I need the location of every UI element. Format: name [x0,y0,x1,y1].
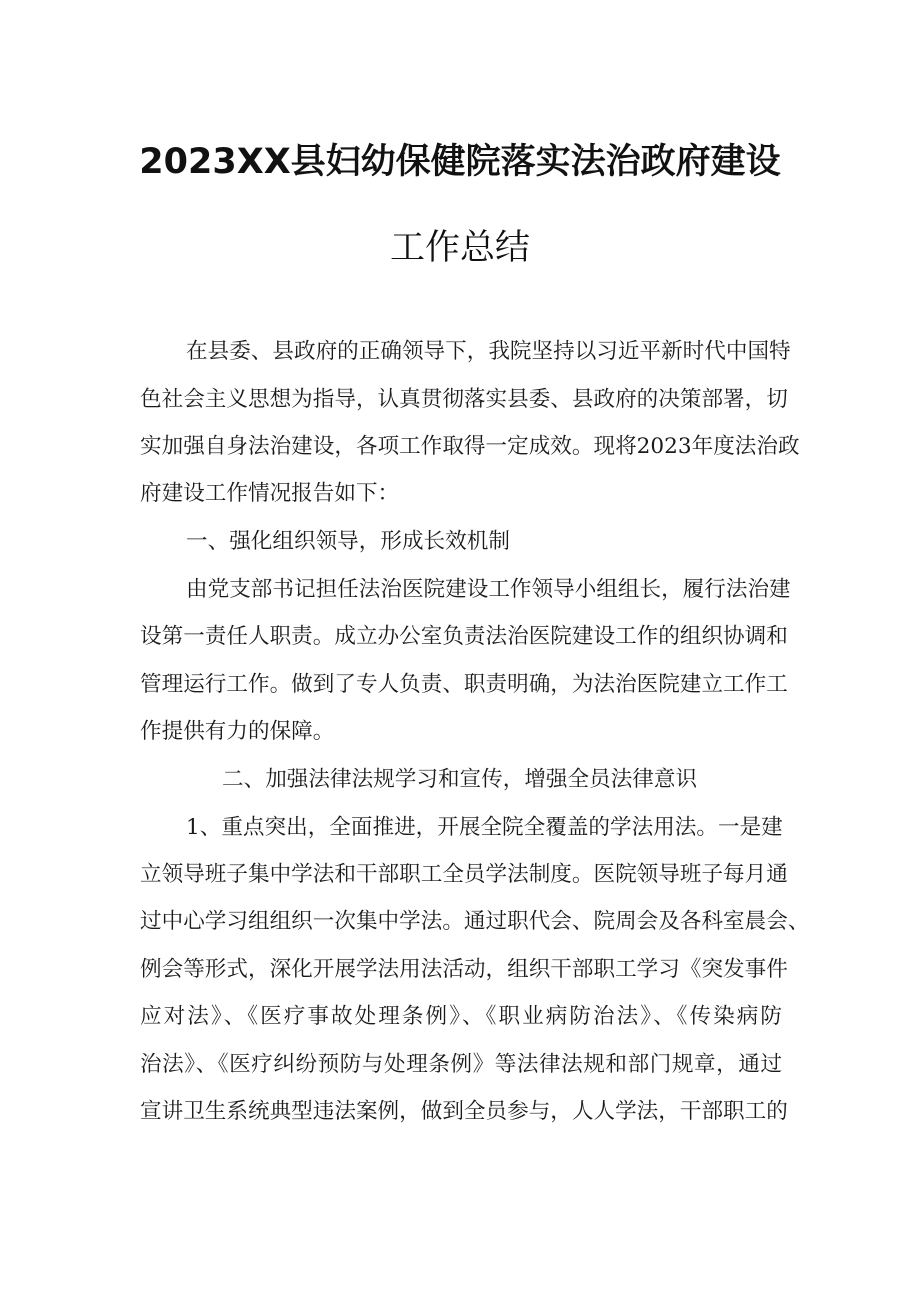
paragraph-2-line: 由党支部书记担任法治医院建设工作领导小组组长，履行法治建 [186,577,791,602]
paragraph-1-line: 府建设工作情况报告如下： [140,481,400,506]
paragraph-3-line: 治法》、《医疗纠纷预防与处理条例》等法律法规和部门规章，通过 [140,1052,782,1077]
paragraph-3-line: 宣讲卫生系统典型违法案例，做到全员参与，人人学法，干部职工的 [140,1099,788,1124]
paragraph-2-line: 管理运行工作。做到了专人负责、职责明确，为法治医院建立工作工 [140,672,788,697]
paragraph-3-line: 1、重点突出，全面推进，开展全院全覆盖的学法用法。一是建 [186,815,783,840]
paragraph-3-line: 立领导班子集中学法和干部职工全员学法制度。医院领导班子每月通 [140,862,788,887]
document-title-line-1: 2023XX县妇幼保健院落实法治政府建设 [139,142,781,182]
paragraph-2-line: 设第一责任人职责。成立办公室负责法治医院建设工作的组织协调和 [140,624,788,649]
paragraph-3-line: 过中心学习组组织一次集中学法。通过职代会、院周会及各科室晨会、 [140,909,810,934]
paragraph-1-line: 实加强自身法治建设，各项工作取得一定成效。现将2023年度法治政 [140,434,800,459]
section-heading-1: 一、强化组织领导，形成长效机制 [186,529,510,554]
paragraph-2-line: 作提供有力的保障。 [140,719,335,744]
document-title-line-2: 工作总结 [389,228,530,268]
paragraph-3-line: 应对法》、《医疗事故处理条例》、《职业病防治法》、《传染病防 [140,1004,782,1029]
section-heading-2: 二、加强法律法规学习和宣传，增强全员法律意识 [222,767,698,792]
paragraph-1-line: 在县委、县政府的正确领导下，我院坚持以习近平新时代中国特 [186,339,791,364]
paragraph-1-line: 色社会主义思想为指导，认真贯彻落实县委、县政府的决策部署，切 [140,387,788,412]
paragraph-3-line: 例会等形式，深化开展学法用法活动，组织干部职工学习《突发事件 [140,957,788,982]
